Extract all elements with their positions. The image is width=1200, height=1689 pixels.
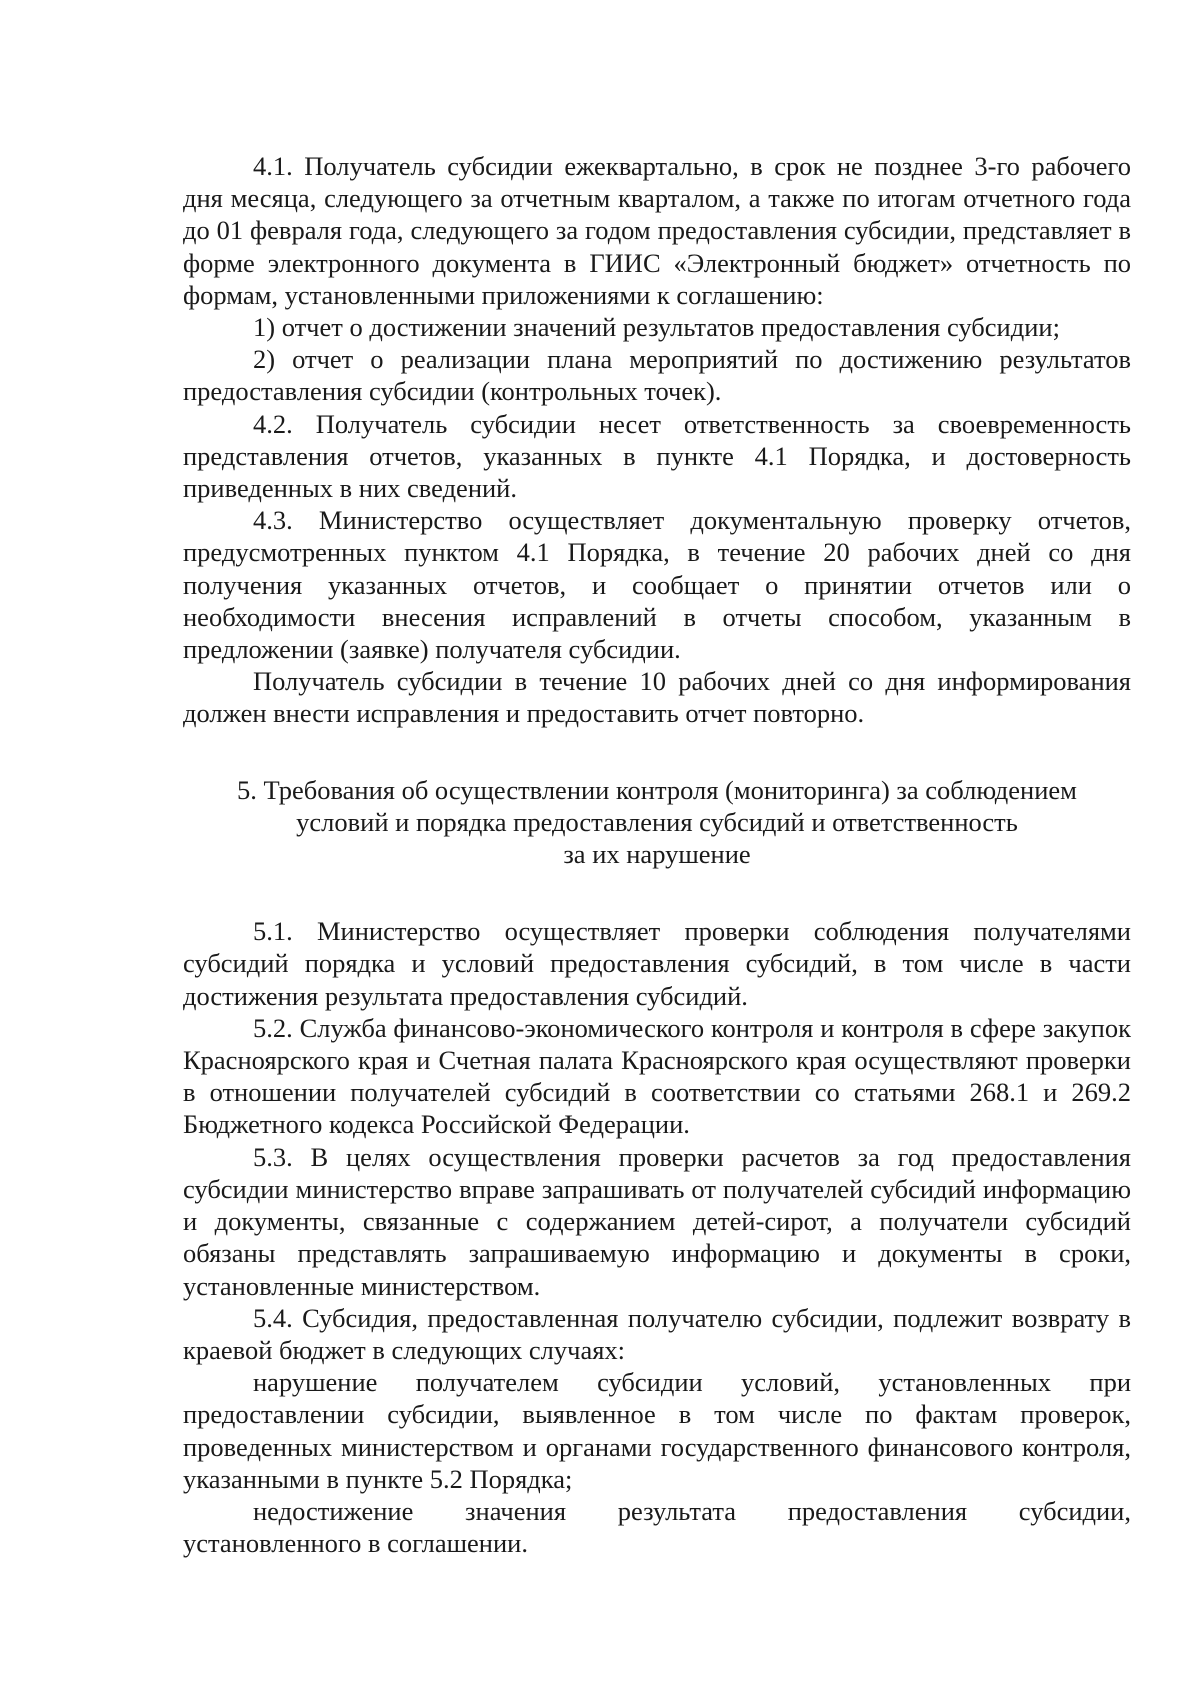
section-5-heading-line-2: условий и порядка предоставления субсидий и ответственность — [296, 806, 1018, 837]
paragraph-5-1: 5.1. Министерство осуществляет проверки соблюдения получателями субсидий порядка и условий предоставления субсидий, в том числе в части достижения результата предоставления субсидий. — [183, 916, 1131, 1011]
document-body — [183, 150, 1131, 1559]
paragraph-4-1: 4.1. Получатель субсидии ежеквартально, в срок не позднее 3-го рабочего дня месяца, следующего за отчетным кварталом, а также по итогам отчетного года до 01 февраля года, следующего за годом предоставления субсидии, представляет в форме электронного документа в ГИИС «Электронный бюджет» отчетность по формам, установленными приложениями к соглашению: — [183, 151, 1131, 310]
section-5-heading-line-1: 5. Требования об осуществлении контроля (мониторинга) за соблюдением — [237, 774, 1077, 805]
section-5-heading — [183, 774, 1131, 871]
paragraph-5-3: 5.3. В целях осуществления проверки расчетов за год предоставления субсидии министерство вправе запрашивать от получателей субсидий информацию и документы, связанные с содержанием детей-сирот, а получатели субсидий обязаны представлять запрашиваемую информацию и документы в сроки, установленные министерством. — [183, 1141, 1131, 1301]
paragraph-4-3-continued: Получатель субсидии в течение 10 рабочих дней со дня информирования должен внести исправления и предоставить отчет повторно. — [183, 666, 1131, 729]
paragraph-4-3: 4.3. Министерство осуществляет документальную проверку отчетов, предусмотренных пунктом 4.1 Порядка, в течение 20 рабочих дней со дня получения указанных отчетов, и сообщает о принятии отчетов или о необходимости внесения исправлений в отчеты способом, указанным в предложении (заявке) получателя субсидии. — [183, 505, 1131, 665]
paragraph-5-4: 5.4. Субсидия, предоставленная получателю субсидии, подлежит возврату в краевой бюджет в следующих случаях: — [183, 1302, 1131, 1365]
paragraph-4-1-item-2: 2) отчет о реализации плана мероприятий по достижению результатов предоставления субсидии (контрольных точек). — [183, 344, 1131, 407]
paragraph-5-4-case-1: нарушение получателем субсидии условий, установленных при предоставлении субсидии, выявленное в том числе по фактам проверок, проведенных министерством и органами государственного финансового контроля, указанными в пункте 5.2 Порядка; — [183, 1367, 1131, 1494]
section-5-heading-line-3: за их нарушение — [563, 839, 751, 870]
paragraph-5-4-case-2: недостижение значения результата предоставления субсидии, установленного в соглашении. — [183, 1495, 1131, 1559]
paragraph-4-2: 4.2. Получатель субсидии несет ответственность за своевременность представления отчетов, указанных в пункте 4.1 Порядка, и достоверность приведенных в них сведений. — [183, 408, 1131, 504]
paragraph-5-2: 5.2. Служба финансово-экономического контроля и контроля в сфере закупок Красноярского края и Счетная палата Красноярского края осуществляют проверки в отношении получателей субсидий в соответствии со статьями 268.1 и 269.2 Бюджетного кодекса Российской Федерации. — [183, 1012, 1131, 1140]
paragraph-4-1-item-1: 1) отчет о достижении значений результатов предоставления субсидии; — [253, 312, 1060, 343]
